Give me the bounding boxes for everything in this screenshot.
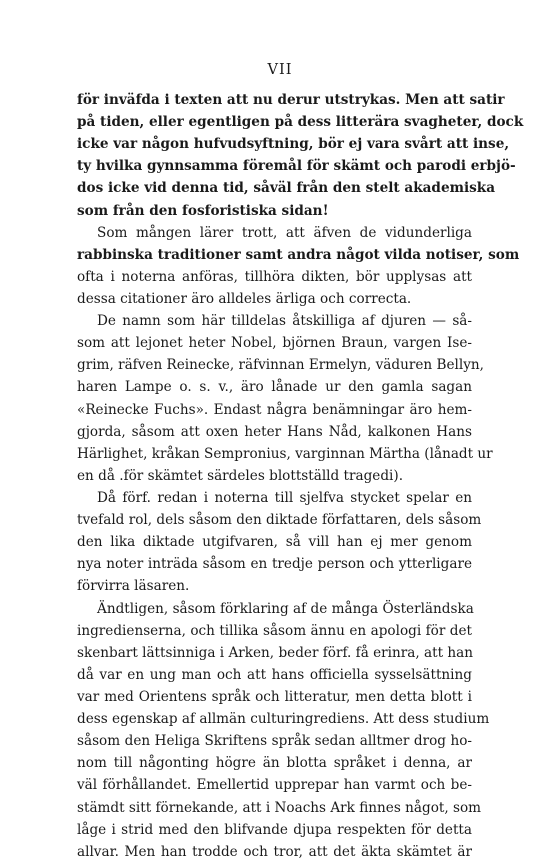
- text-line: ingredienserna, och tillika såsom ännu en apologi för det: [77, 622, 472, 639]
- text-line: gjorda, såsom att oxen heter Hans Nåd, kalkonen Hans: [77, 423, 472, 440]
- text-line: en då .för skämtet särdeles blottställd tragedi).: [77, 467, 404, 484]
- text-line: ty hvilka gynnsamma föremål för skämt och parodi erbjö-: [77, 158, 516, 175]
- text-line: som att lejonet heter Nobel, björnen Braun, vargen Ise-: [77, 335, 472, 352]
- text-line: Härlighet, kråkan Sempronius, varginnan Märtha (lånadt ur: [77, 445, 493, 462]
- text-line: dess egenskap af allmän culturingrediens. Att dess studium: [77, 711, 490, 728]
- text-line: för inväfda i texten att nu derur utstrykas. Men att satir: [77, 92, 505, 108]
- text-line: nom till någonting högre än blotta språket i denna, ar: [77, 755, 472, 772]
- text-line: De namn som här tilldelas åtskilliga af djuren — så-: [97, 313, 472, 330]
- text-line: förvirra läsaren.: [77, 578, 190, 595]
- text-line: rabbinska traditioner samt andra något vilda notiser, som: [77, 246, 520, 263]
- text-line: Som mången lärer trott, att äfven de vidunderliga: [97, 224, 472, 241]
- text-line: Ändtligen, såsom förklaring af de många Österländska: [97, 600, 474, 617]
- text-line: som från den fosforistiska sidan!: [77, 202, 329, 219]
- text-line: ofta i noterna anföras, tillhöra dikten, bör upplysas att: [77, 268, 472, 285]
- text-line: den lika diktade utgifvaren, så vill han ej mer genom: [77, 534, 472, 551]
- body-text: [77, 89, 524, 863]
- text-line: stämdt sitt förnekande, att i Noachs Ark finnes något, som: [77, 799, 482, 816]
- text-line: nya noter inträda såsom en tredje person och ytterligare: [77, 556, 472, 573]
- text-line: icke var någon hufvudsyftning, bör ej vara svårt att inse,: [77, 136, 510, 153]
- text-line: dos icke vid denna tid, såväl från den stelt akademiska: [77, 180, 496, 197]
- text-line: tvefald rol, dels såsom den diktade författaren, dels såsom: [77, 512, 482, 529]
- text-line: då var en ung man och att hans officiella sysselsättning: [77, 666, 472, 683]
- text-line: skenbart lättsinniga i Arken, beder förf. få erinra, att han: [77, 644, 473, 661]
- text-line: grim, räfven Reinecke, räfvinnan Ermelyn, väduren Bellyn,: [77, 357, 484, 374]
- text-line: dessa citationer äro alldeles ärliga och correcta.: [77, 290, 412, 307]
- text-line: Då förf. redan i noterna till sjelfva stycket spelar en: [97, 489, 472, 506]
- text-line: såsom den Heliga Skriftens språk sedan alltmer drog ho-: [77, 733, 472, 750]
- text-line: var med Orientens språk och litteratur, men detta blott i: [77, 688, 472, 705]
- text-line: haren Lampe o. s. v., äro lånade ur den gamla sagan: [77, 379, 472, 396]
- text-line: på tiden, eller egentligen på dess litterära svagheter, dock: [77, 114, 524, 131]
- text-line: «Reinecke Fuchs». Endast några benämningar äro hem-: [77, 401, 472, 418]
- page-number: VII: [267, 62, 293, 78]
- text-line: låge i strid med den blifvande djupa respekten för detta: [77, 821, 472, 838]
- text-line: allvar. Men han trodde och tror, att det äkta skämtet är: [77, 843, 472, 860]
- text-line: väl förhållandet. Emellertid upprepar han varmt och be-: [77, 777, 472, 794]
